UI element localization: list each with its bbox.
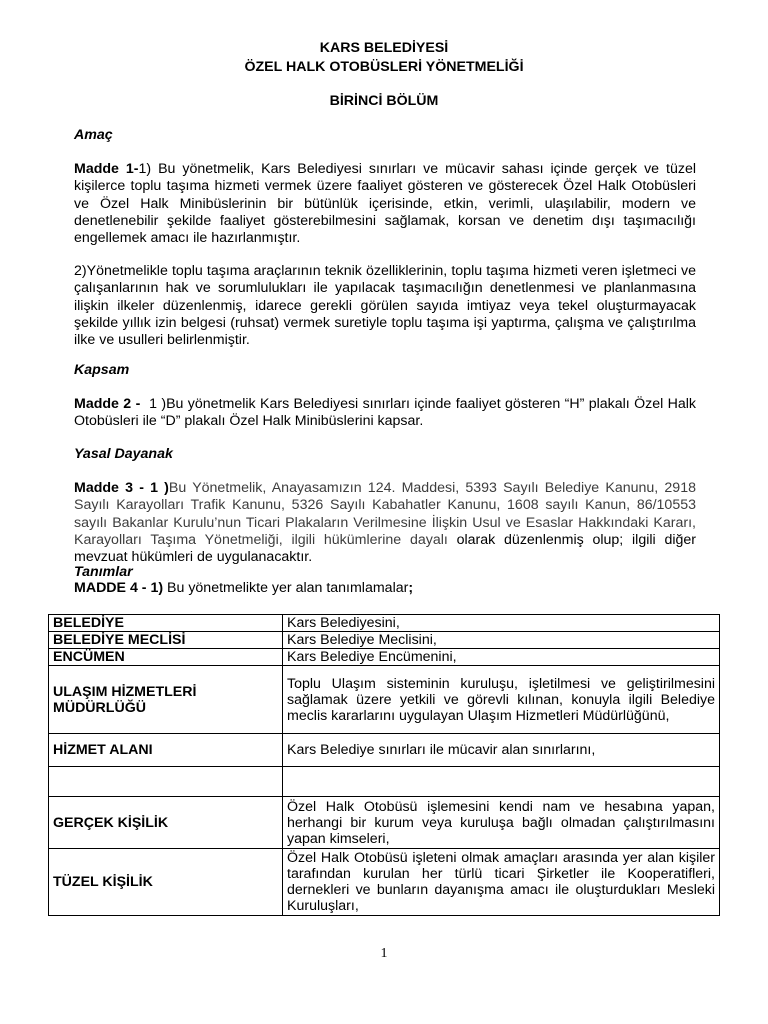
definition-text: Kars Belediye Encümenini, <box>283 649 720 666</box>
table-row <box>49 797 720 849</box>
heading-kapsam: Kapsam <box>74 362 130 378</box>
madde-4-text: Bu yönetmelikte yer alan tanımlamalar <box>167 580 409 596</box>
definition-text: Özel Halk Otobüsü işlemesini kendi nam ve hesabına yapan, herhangi bir kurum veya kuruluşa bağlı olmadan çalıştırılmasını yapan kimseleri, <box>283 797 720 849</box>
page-number: 1 <box>380 946 388 961</box>
definition-term: TÜZEL KİŞİLİK <box>49 849 283 916</box>
definition-text: Kars Belediye Meclisini, <box>283 632 720 649</box>
heading-tanimlar: Tanımlar <box>74 564 133 580</box>
table-row <box>49 615 720 632</box>
heading-yasal-dayanak: Yasal Dayanak <box>74 446 173 462</box>
document-title-regulation: ÖZEL HALK OTOBÜSLERİ YÖNETMELİĞİ <box>244 59 524 75</box>
definition-term <box>49 767 283 797</box>
madde-3-label: Madde 3 - 1 ) <box>74 480 169 496</box>
definition-term: HİZMET ALANI <box>49 734 283 767</box>
table-row <box>49 849 720 916</box>
table-row <box>49 632 720 649</box>
definition-term: GERÇEK KİŞİLİK <box>49 797 283 849</box>
definition-text: Kars Belediye sınırları ile mücavir alan sınırlarını, <box>283 734 720 767</box>
definition-text: Kars Belediyesini, <box>283 615 720 632</box>
madde-1-paragraph <box>74 161 696 247</box>
madde-1-paragraph-2: 2)Yönetmelikle toplu taşıma araçlarının teknik özelliklerinin, toplu taşıma hizmeti veren işletmeci ve çalışanlarının hak ve sorumlulukları ile yapılacak taşımacılığın denetlenmesi ve planlanmasına ilişkin ilkeler düzenlenmiş, idarece gerekli görülen sayıda imtiyaz veya tekel oluşturmayacak şekilde yıllık izin belgesi (ruhsat) vermek suretiyle toplu taşıma işi yaptırma, çalışma ve çalıştırılma ilke ve usulleri belirlenmiştir. <box>74 263 696 349</box>
madde-4-semicolon: ; <box>408 580 414 596</box>
table-row <box>49 649 720 666</box>
madde-3-paragraph <box>74 480 696 566</box>
madde-3-tail: olarak düzenlenmiş olup; ilgili diğer mevzuat hükümleri de uygulanacaktır. <box>74 531 696 566</box>
madde-3-text: Bu Yönetmelik, Anayasamızın 124. Maddesi, 5393 Sayılı Belediye Kanunu, 2918 Sayılı Karayolları Trafik Kanunu, 5326 Sayılı Kabahatler Kanunu, 1608 sayılı Kanun, 86/10553 sayılı Bakanlar Kurulu’nun Ticari Plakaların Verilmesine İlişkin Usul ve Esaslar Hakkındaki Kararı, Karayolları Taşıma Yönetmeliği, ilgili hükümlerine dayalı <box>74 480 696 548</box>
definition-term: BELEDİYE <box>49 615 283 632</box>
madde-4-paragraph <box>74 580 696 597</box>
section-title: BİRİNCİ BÖLÜM <box>329 93 439 109</box>
definition-term: BELEDİYE MECLİSİ <box>49 632 283 649</box>
document-title-institution: KARS BELEDİYESİ <box>319 40 449 56</box>
definition-term: ENCÜMEN <box>49 649 283 666</box>
madde-2-paragraph <box>74 396 696 431</box>
definitions-table <box>48 614 720 916</box>
heading-amac: Amaç <box>74 127 113 143</box>
table-row <box>49 767 720 797</box>
madde-1-label: Madde 1- <box>74 161 139 177</box>
madde-2-label: Madde 2 - <box>74 396 141 412</box>
table-row <box>49 666 720 734</box>
definition-term: ULAŞIM HİZMETLERİ MÜDÜRLÜĞÜ <box>49 666 283 734</box>
definition-text <box>283 767 720 797</box>
definition-text: Özel Halk Otobüsü işleteni olmak amaçları arasında yer alan kişiler tarafından kurulan her türlü ticari Şirketler ile Kooperatifleri, dernekleri ve bunların dayanışma amacı ile oluşturdukları Mesleki Kuruluşları, <box>283 849 720 916</box>
table-row <box>49 734 720 767</box>
definition-text: Toplu Ulaşım sisteminin kuruluşu, işletilmesi ve geliştirilmesini sağlamak üzere yetkili ve görevli kılınan, konuyla ilgili Belediye meclis kararlarını uygulayan Ulaşım Hizmetleri Müdürlüğünü, <box>283 666 720 734</box>
madde-1-text: 1) Bu yönetmelik, Kars Belediyesi sınırları ve mücavir sahası içinde gerçek ve tüzel kişilerce toplu taşıma hizmeti vermek üzere faaliyet gösteren ve gösterecek Özel Halk Otobüsleri ve Özel Halk Minibüslerinin bir bütünlük içerisinde, etkin, verimli, ulaşılabilir, modern ve denetlenebilir şekilde faaliyet gösterebilmesini sağlamak, korsan ve denetim dışı taşımacılığı engellemek amacı ile hazırlanmıştır. <box>74 161 696 247</box>
madde-4-label: MADDE 4 - 1) <box>74 580 164 596</box>
madde-2-text: 1 )Bu yönetmelik Kars Belediyesi sınırları içinde faaliyet gösteren “H” plakalı Özel Halk Otobüsleri ile “D” plakalı Özel Halk Minibüslerini kapsar. <box>74 396 697 430</box>
